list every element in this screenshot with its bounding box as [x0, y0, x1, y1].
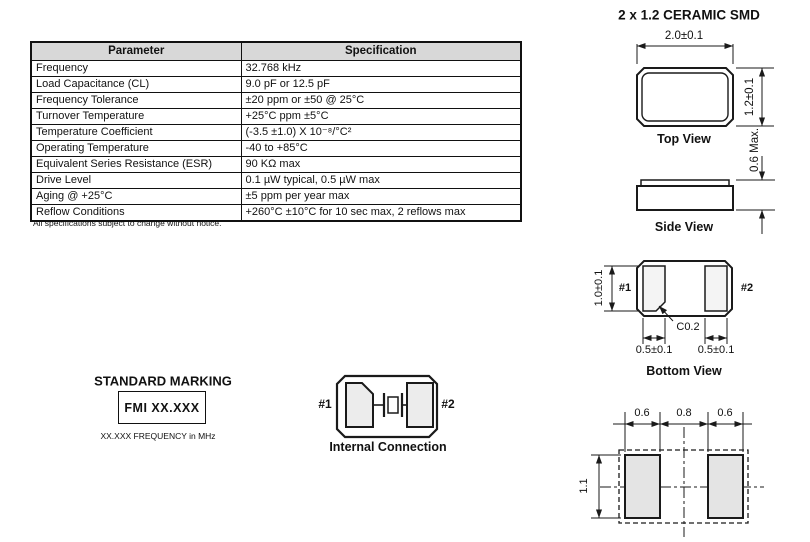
- internal-connection-pin2-label: #2: [441, 397, 455, 411]
- param-cell: Aging @ +25°C: [31, 189, 241, 205]
- spec-cell: 9.0 pF or 12.5 pF: [241, 77, 521, 93]
- bottom-view-pad-height-dim-label: 1.0±0.1: [593, 269, 605, 307]
- param-cell: Frequency Tolerance: [31, 93, 241, 109]
- spec-cell: -40 to +85°C: [241, 141, 521, 157]
- spec-cell: 32.768 kHz: [241, 61, 521, 77]
- param-cell: Reflow Conditions: [31, 205, 241, 222]
- spec-cell: (-3.5 ±1.0) X 10⁻⁸/°C²: [241, 125, 521, 141]
- package-title: 2 x 1.2 CERAMIC SMD: [618, 7, 760, 23]
- param-cell: Turnover Temperature: [31, 109, 241, 125]
- spec-cell: +25°C ppm ±5°C: [241, 109, 521, 125]
- land-pattern-drawing: [591, 412, 764, 537]
- spec-cell: ±20 ppm or ±50 @ 25°C: [241, 93, 521, 109]
- internal-connection-pin1-label: #1: [318, 397, 332, 411]
- marking-box: [118, 391, 206, 424]
- bottom-view-pin2-label: #2: [740, 282, 754, 294]
- internal-connection-drawing: [337, 376, 437, 437]
- spec-cell: ±5 ppm per year max: [241, 189, 521, 205]
- param-cell: Operating Temperature: [31, 141, 241, 157]
- disclaimer-note: All specifications subject to change without notice.: [33, 218, 222, 228]
- col-header-parameter: Parameter: [31, 42, 241, 61]
- bottom-view-label: Bottom View: [646, 364, 722, 378]
- bottom-view-pad1-width-dim-label: 0.5±0.1: [635, 344, 673, 356]
- bottom-view-drawing: [604, 261, 732, 344]
- side-view-height-dim-label: 0.6 Max.: [749, 127, 761, 173]
- top-view-height-dim-label: 1.2±0.1: [744, 77, 756, 117]
- spec-cell: +260°C ±10°C for 10 sec max, 2 reflows max: [241, 205, 521, 222]
- top-view-width-dim-label: 2.0±0.1: [664, 30, 704, 42]
- param-cell: Load Capacitance (CL): [31, 77, 241, 93]
- top-view-label: Top View: [657, 132, 711, 146]
- bottom-view-pad2-width-dim-label: 0.5±0.1: [697, 344, 735, 356]
- bottom-view-pin1-label: #1: [618, 282, 632, 294]
- side-view-label: Side View: [654, 220, 714, 234]
- spec-cell: 90 KΩ max: [241, 157, 521, 173]
- param-cell: Temperature Coefficient: [31, 125, 241, 141]
- bottom-view-chamfer-dim-label: C0.2: [676, 321, 700, 333]
- spec-cell: 0.1 µW typical, 0.5 µW max: [241, 173, 521, 189]
- marking-box-text: FMI XX.XXX: [124, 400, 200, 415]
- land-pattern-pad1-width-dim-label: 0.6: [634, 407, 650, 419]
- standard-marking-caption: XX.XXX FREQUENCY in MHz: [100, 431, 216, 441]
- land-pattern-gap-dim-label: 0.8: [676, 407, 692, 419]
- internal-connection-label: Internal Connection: [329, 440, 447, 454]
- param-cell: Equivalent Series Resistance (ESR): [31, 157, 241, 173]
- param-cell: Frequency: [31, 61, 241, 77]
- standard-marking-title: STANDARD MARKING: [94, 373, 232, 389]
- land-pattern-pad2-width-dim-label: 0.6: [717, 407, 733, 419]
- col-header-specification: Specification: [241, 42, 521, 61]
- land-pattern-height-dim-label: 1.1: [578, 478, 590, 494]
- param-cell: Drive Level: [31, 173, 241, 189]
